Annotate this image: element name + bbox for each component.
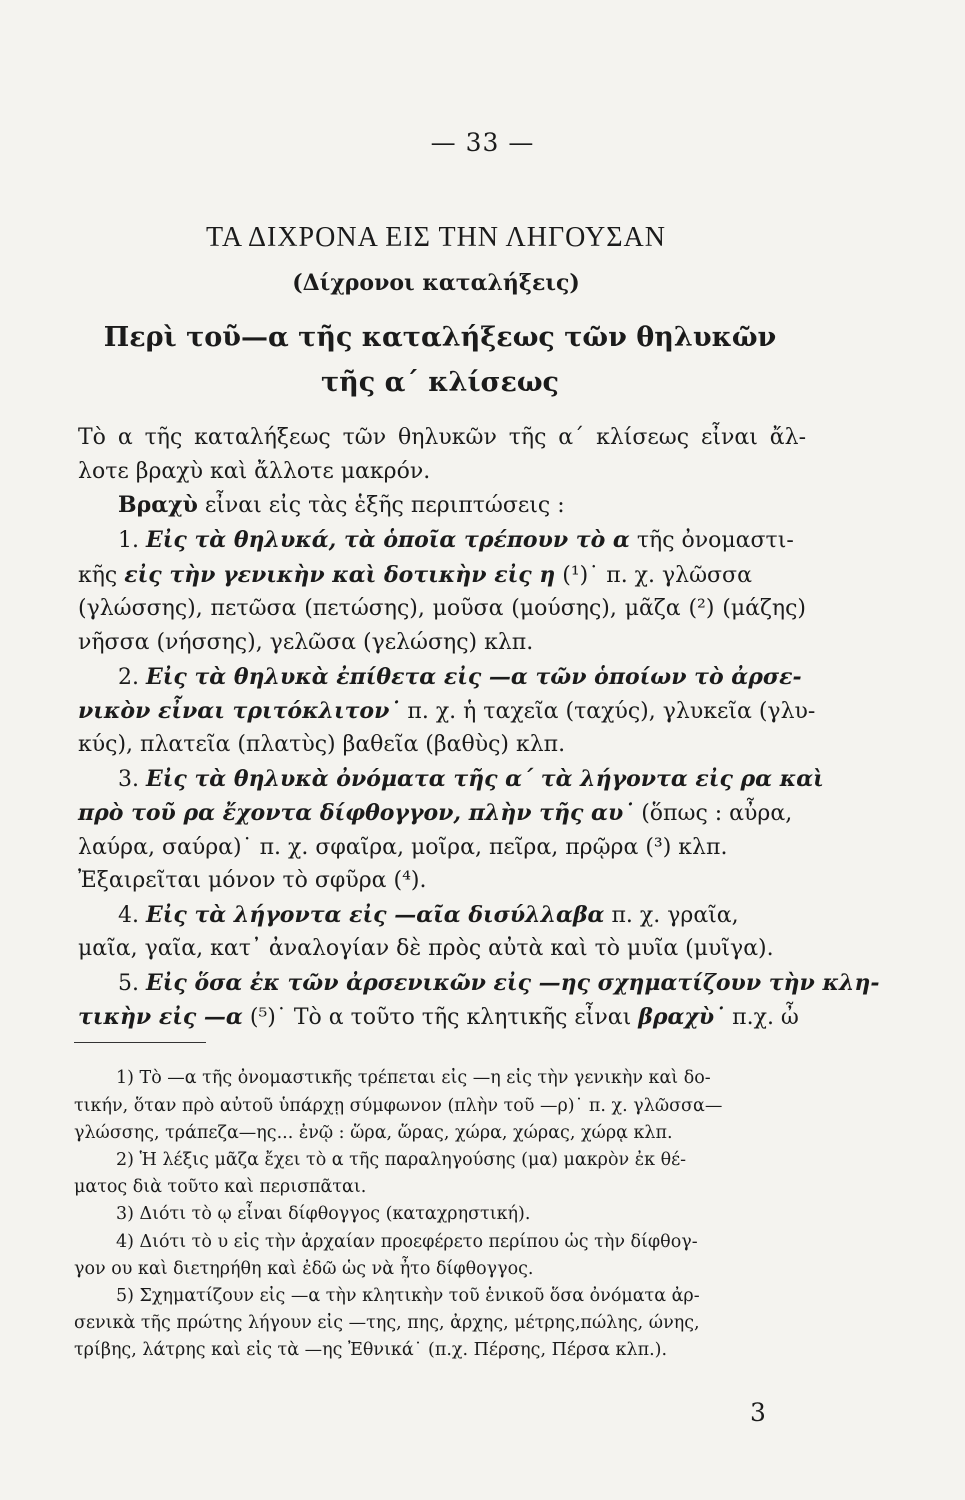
text: κῆς (78, 563, 125, 588)
section-heading-line-1: Περὶ τοῦ—α τῆς καταλήξεως τῶν θηλυκῶν (103, 322, 777, 353)
rule-text: Εἰς τὰ θηλυκὰ ὀνόματα τῆς α΄ τὰ λήγοντα εἰς ρα καὶ (145, 766, 824, 792)
text: π. χ. γραῖα, (604, 903, 739, 928)
text: τῆς ὀνομαστι- (629, 528, 794, 553)
footnote-line: τρίβης, λάτρης καὶ εἰς τὰ —ης Ἐθνικά˙ (π.χ. Πέρσης, Πέρσα κλπ.). (74, 1340, 668, 1360)
body-line: Ἐξαιρεῖται μόνον τὸ σφῦρα (⁴). (78, 868, 427, 893)
footnote-line: γλώσσης, τράπεζα—ης... ἐνῷ : ὥρα, ὥρας, χώρα, χώρας, χώρᾳ κλπ. (74, 1123, 673, 1143)
body-line (118, 529, 806, 552)
footnote-line: σενικὰ τῆς πρώτης λήγουν εἰς —της, πης, ἀρχης, μέτρης,πώλης, ώνης, (74, 1313, 700, 1333)
rule-text: Εἰς ὅσα ἐκ τῶν ἀρσενικῶν εἰς —ης σχηματίζουν τὴν κλη- (145, 970, 880, 996)
body-line (118, 904, 846, 927)
rule-text: τικὴν εἰς —α (78, 1004, 243, 1030)
emphasis: βραχὺ˙ (638, 1004, 726, 1030)
footnote-line: 5) Σχηματίζουν εἰς —α τὴν κλητικὴν τοῦ ἑνικοῦ ὅσα ὀνόματα ἀρ- (116, 1286, 700, 1306)
text: (ὅπως : αὖρα, (634, 801, 793, 826)
signature-mark: 3 (750, 1398, 766, 1427)
body-line: μαῖα, γαῖα, κατ᾿ ἀναλογίαν δὲ πρὸς αὐτὰ καὶ τὸ μυῖα (μυῖγα). (78, 936, 774, 961)
footnote-line: ματος διὰ τοῦτο καὶ περισπᾶται. (74, 1177, 367, 1197)
list-number: 2. (118, 665, 146, 690)
body-line (78, 698, 816, 724)
footnote-line: γον ου καὶ διετηρήθη καὶ ἐδῶ ὡς νὰ ἦτο δίφθογγος. (74, 1259, 534, 1279)
text: π.χ. ὦ (725, 1005, 799, 1030)
text: εἶναι εἰς τὰς ἑξῆς περιπτώσεις : (197, 493, 565, 518)
rule-text: Εἰς τὰ θηλυκά, τὰ ὁποῖα τρέπουν τὸ α (145, 527, 630, 553)
footnote-line: 4) Διότι τὸ υ εἰς τὴν ἀρχαίαν προεφέρετο περίπου ὡς τὴν δίφθογ- (116, 1232, 698, 1252)
body-line (118, 970, 880, 996)
body-line: (γλώσσης), πετῶσα (πετώσης), μοῦσα (μούσης), μᾶζα (²) (μάζης) (78, 596, 806, 621)
rule-text: εἰς τὴν γενικὴν καὶ δοτικὴν εἰς η (124, 562, 556, 588)
text: (⁵)˙ Τὸ α τοῦτο τῆς κλητικῆς εἶναι (242, 1005, 639, 1030)
list-number: 3. (118, 767, 146, 792)
section-heading-line-2: τῆς α΄ κλίσεως (320, 367, 560, 398)
footnote-line: 2) Ἡ λέξις μᾶζα ἔχει τὸ α τῆς παραληγούσης (μα) μακρὸν ἐκ θέ- (116, 1150, 687, 1170)
body-line: Τὸ α τῆς καταλήξεως τῶν θηλυκῶν τῆς α΄ κλίσεως εἶναι ἄλ- (78, 425, 806, 450)
rule-text: Εἰς τὰ θηλυκὰ ἐπίθετα εἰς —α τῶν ὁποίων τὸ ἀρσε- (145, 664, 802, 690)
body-line: κύς), πλατεῖα (πλατὺς) βαθεῖα (βαθὺς) κλπ. (78, 732, 566, 757)
body-line: λαύρα, σαύρα)˙ π. χ. σφαῖρα, μοῖρα, πεῖρα, πρῷρα (³) κλπ. (78, 835, 728, 860)
text: π. χ. ἡ ταχεῖα (ταχύς), γλυκεῖα (γλυ- (400, 699, 816, 724)
list-number: 1. (118, 528, 146, 553)
page-number: — 33 — (430, 128, 535, 157)
list-number: 5. (118, 971, 146, 996)
body-line (118, 768, 846, 791)
rule-text: πρὸ τοῦ ρα ἔχοντα δίφθογγον, πλὴν τῆς αυ˙ (78, 800, 635, 826)
body-line (118, 494, 846, 517)
body-line (78, 802, 806, 825)
body-line (78, 1006, 806, 1029)
footnote-line: 1) Τὸ —α τῆς ὀνομαστικῆς τρέπεται εἰς —η εἰς τὴν γενικὴν καὶ δο- (116, 1068, 711, 1088)
body-line: νῆσσα (νήσσης), γελῶσα (γελώσης) κλπ. (78, 630, 534, 655)
chapter-title: ΤΑ ΔΙΧΡΟΝΑ ΕΙΣ ΤΗΝ ΛΗΓΟΥΣΑΝ (206, 222, 666, 253)
body-line (118, 666, 846, 689)
bold-term: Βραχὺ (118, 492, 198, 518)
text: (¹)˙ π. χ. γλῶσσα (555, 563, 752, 588)
chapter-subtitle: (Δίχρονοι καταλήξεις) (292, 270, 580, 296)
body-line (78, 564, 806, 587)
footnote-divider (74, 1042, 206, 1043)
rule-text: νικὸν εἶναι τριτόκλιτον˙ (78, 698, 401, 724)
footnote-line: 3) Διότι τὸ ῳ εἶναι δίφθογγος (καταχρηστική). (116, 1204, 531, 1224)
list-number: 4. (118, 903, 146, 928)
body-line: λοτε βραχὺ καὶ ἄλλοτε μακρόν. (78, 459, 431, 484)
rule-text: Εἰς τὰ λήγοντα εἰς —αῖα δισύλλαβα (145, 902, 605, 928)
footnote-line: τικήν, ὅταν πρὸ αὐτοῦ ὑπάρχῃ σύμφωνον (πλὴν τοῦ —ρ)˙ π. χ. γλῶσσα— (74, 1096, 723, 1116)
